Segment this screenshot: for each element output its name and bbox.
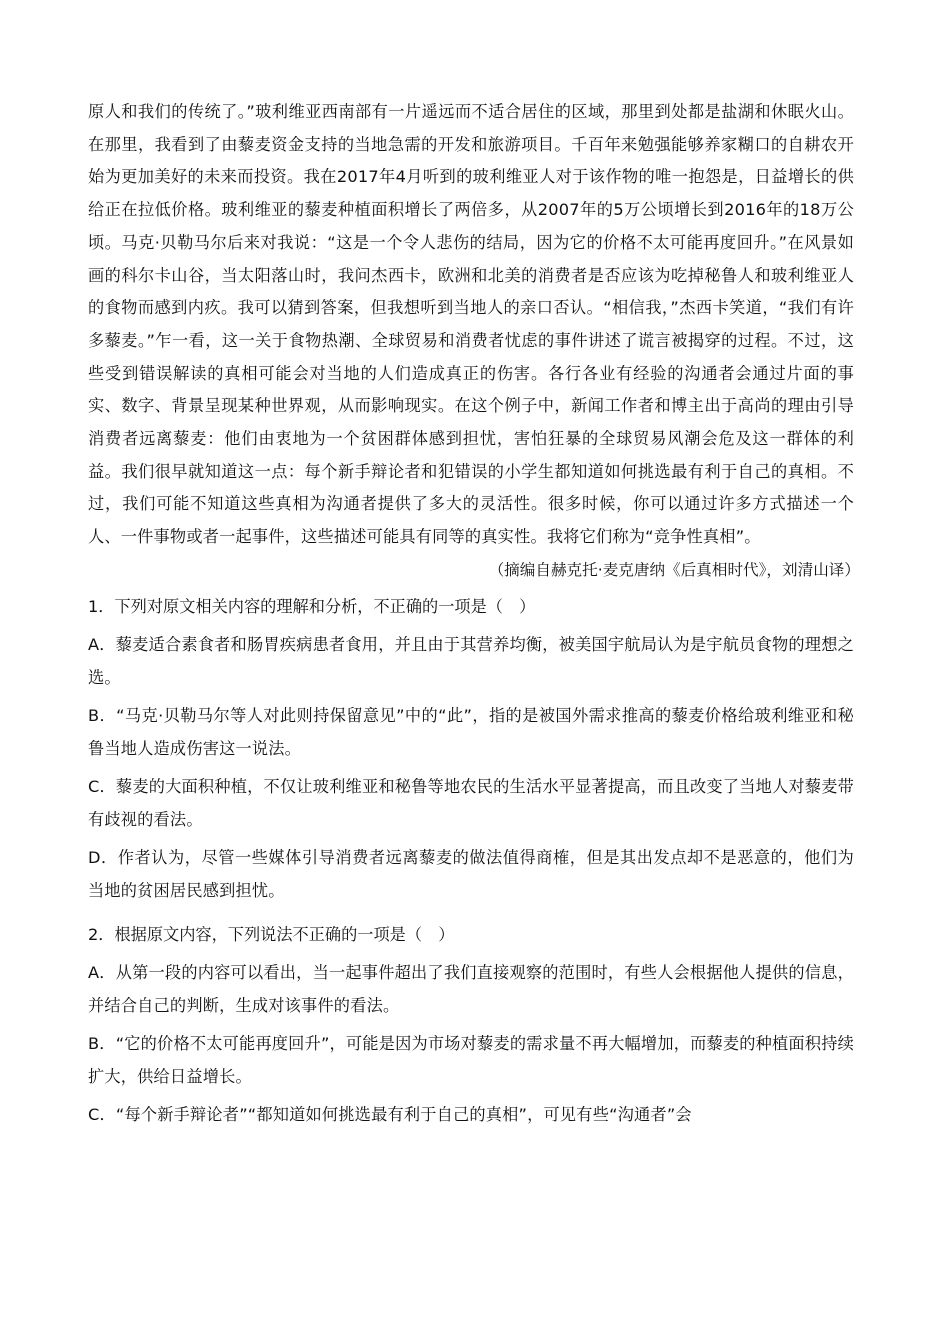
question-2-stem: 2．根据原文内容，下列说法不正确的一项是（ ）: [88, 924, 455, 944]
question-2-option-c[interactable]: C．“每个新手辩论者”“都知道如何挑选最有利于自己的真相”，可见有些“沟通者”会: [88, 1104, 692, 1124]
citation: （摘编自赫克托·麦克唐纳《后真相时代》，刘清山译）: [488, 560, 860, 579]
question-1-option-d[interactable]: D．作者认为，尽管一些媒体引导消费者远离藜麦的做法值得商榷，但是其出发点却不是恶意的，他们为当地的贫困居民感到担忧。: [88, 847, 854, 901]
document-page: [88, 96, 860, 1135]
question-1-option-c[interactable]: C．藜麦的大面积种植，不仅让玻利维亚和秘鲁等地农民的生活水平显著提高，而且改变了当地人对藜麦带有歧视的看法。: [88, 776, 854, 830]
passage: [88, 96, 854, 554]
question-1-stem: 1．下列对原文相关内容的理解和分析，不正确的一项是（ ）: [88, 596, 536, 616]
question-1: [88, 592, 854, 908]
passage-paragraph: 原人和我们的传统了。”玻利维亚西南部有一片遥远而不适合居住的区域，那里到处都是盐湖和休眠火山。在那里，我看到了由藜麦资金支持的当地急需的开发和旅游项目。千百年来勉强能够养家糊口的自耕农开始为更加美好的未来而投资。我在2017年4月听到的玻利维亚人对于该作物的唯一抱怨是，日益增长的供给正在拉低价格。玻利维亚的藜麦种植面积增长了两倍多，从2007年的5万公顷增长到2016年的18万公顷。马克·贝勒马尔后来对我说：“这是一个令人悲伤的结局，因为它的价格不太可能再度回升。”在风景如画的科尔卡山谷，当太阳落山时，我问杰西卡，欧洲和北美的消费者是否应该为吃掉秘鲁人和玻利维亚人的食物而感到内疚。我可以猜到答案，但我想听到当地人的亲口否认。“相信我，”杰西卡笑道，“我们有许多藜麦。”乍一看，这一关于食物热潮、全球贸易和消费者忧虑的事件讲述了谎言被揭穿的过程。不过，这些受到错误解读的真相可能会对当地的人们造成真正的伤害。各行各业有经验的沟通者会通过片面的事实、数字、背景呈现某种世界观，从而影响现实。在这个例子中，新闻工作者和博主出于高尚的理由引导消费者远离藜麦：他们由衷地为一个贫困群体感到担忧，害怕狂暴的全球贸易风潮会危及这一群体的利益。我们很早就知道这一点：每个新手辩论者和犯错误的小学生都知道如何挑选最有利于自己的真相。不过，我们可能不知道这些真相为沟通者提供了多大的灵活性。很多时候，你可以通过许多方式描述一个人、一件事物或者一起事件，这些描述可能具有同等的真实性。我将它们称为“竞争性真相”。: [88, 102, 854, 547]
question-1-option-b[interactable]: B．“马克·贝勒马尔等人对此则持保留意见”中的“此”，指的是被国外需求推高的藜麦价格给玻利维亚和秘鲁当地人造成伤害这一说法。: [88, 705, 854, 759]
question-2-option-a[interactable]: A．从第一段的内容可以看出，当一起事件超出了我们直接观察的范围时，有些人会根据他人提供的信息，并结合自己的判断，生成对该事件的看法。: [88, 962, 854, 1016]
question-2-option-b[interactable]: B．“它的价格不太可能再度回升”，可能是因为市场对藜麦的需求量不再大幅增加，而藜麦的种植面积持续扩大，供给日益增长。: [88, 1033, 854, 1087]
question-2: [88, 920, 854, 1132]
question-1-option-a[interactable]: A．藜麦适合素食者和肠胃疾病患者食用，并且由于其营养均衡，被美国宇航局认为是宇航员食物的理想之选。: [88, 634, 854, 688]
